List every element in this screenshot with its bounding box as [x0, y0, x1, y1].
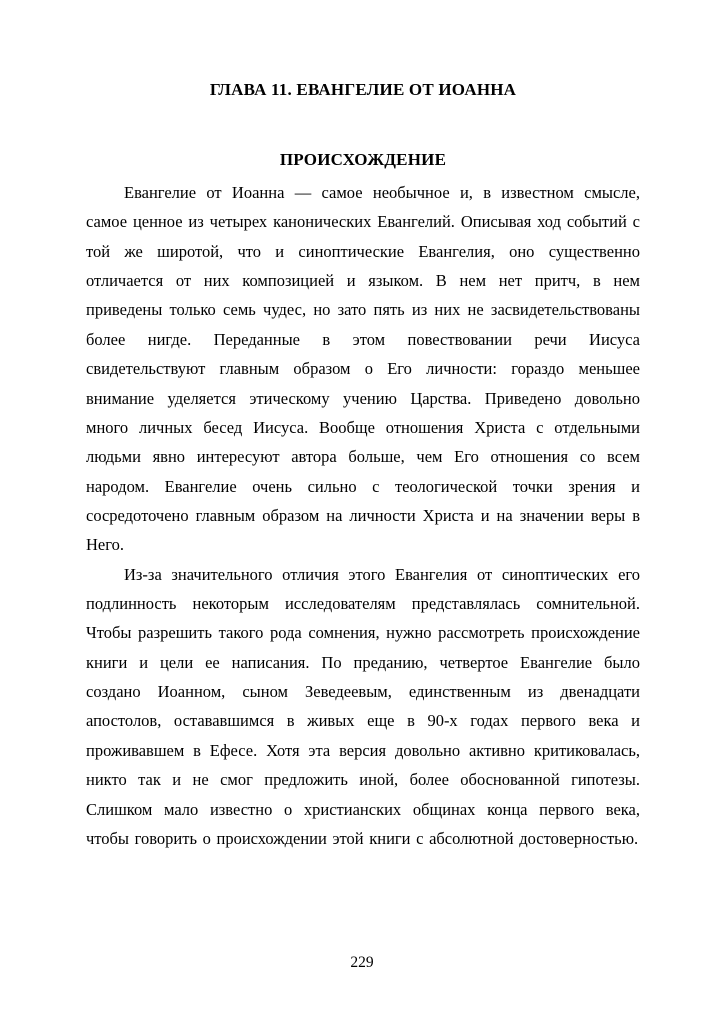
- page-number: 229: [350, 954, 374, 971]
- chapter-title: ГЛАВА 11. ЕВАНГЕЛИЕ ОТ ИОАННА: [209, 80, 517, 99]
- paragraph-1: Евангелие от Иоанна — самое необычное и, в известном смысле, самое ценное из четырех канонических Евангелий. Описывая ход событий с той же широтой, что и синоптические Евангелия, оно существенно отличается от них композицией и языком. В нем нет притч, в нем приведены только семь чудес, но зато пять из них не засвидетельствованы более нигде. Переданные в этом повествовании речи Иисуса свидетельствуют главным образом о Его личности: гораздо меньшее внимание уделяется этическому учению Царства. Приведено довольно много личных бесед Иисуса. Вообще отношения Христа с отдельными людьми явно интересуют автора больше, чем Его отношения со всем народом. Евангелие очень сильно с теологической точки зрения и сосредоточено главным образом на личности Христа и на значении веры в Него.: [86, 183, 640, 555]
- section-title: ПРОИСХОЖДЕНИЕ: [279, 150, 447, 169]
- paragraph-2: Из-за значительного отличия этого Евангелия от синоптических его подлинность некоторым исследователям представлялась сомнительной. Чтобы разрешить такого рода сомнения, нужно рассмотреть происхождение книги и цели ее написания. По преданию, четвертое Евангелие было создано Иоанном, сыном Зеведеевым, единственным из двенадцати апостолов, остававшимся в живых еще в 90-х годах первого века и проживавшем в Ефесе. Хотя эта версия довольно активно критиковалась, никто так и не смог предложить иной, более обоснованной гипотезы. Слишком мало известно о христианских общинах конца первого века, чтобы говорить о происхождении этой книги с абсолютной достоверностью.: [86, 564, 640, 848]
